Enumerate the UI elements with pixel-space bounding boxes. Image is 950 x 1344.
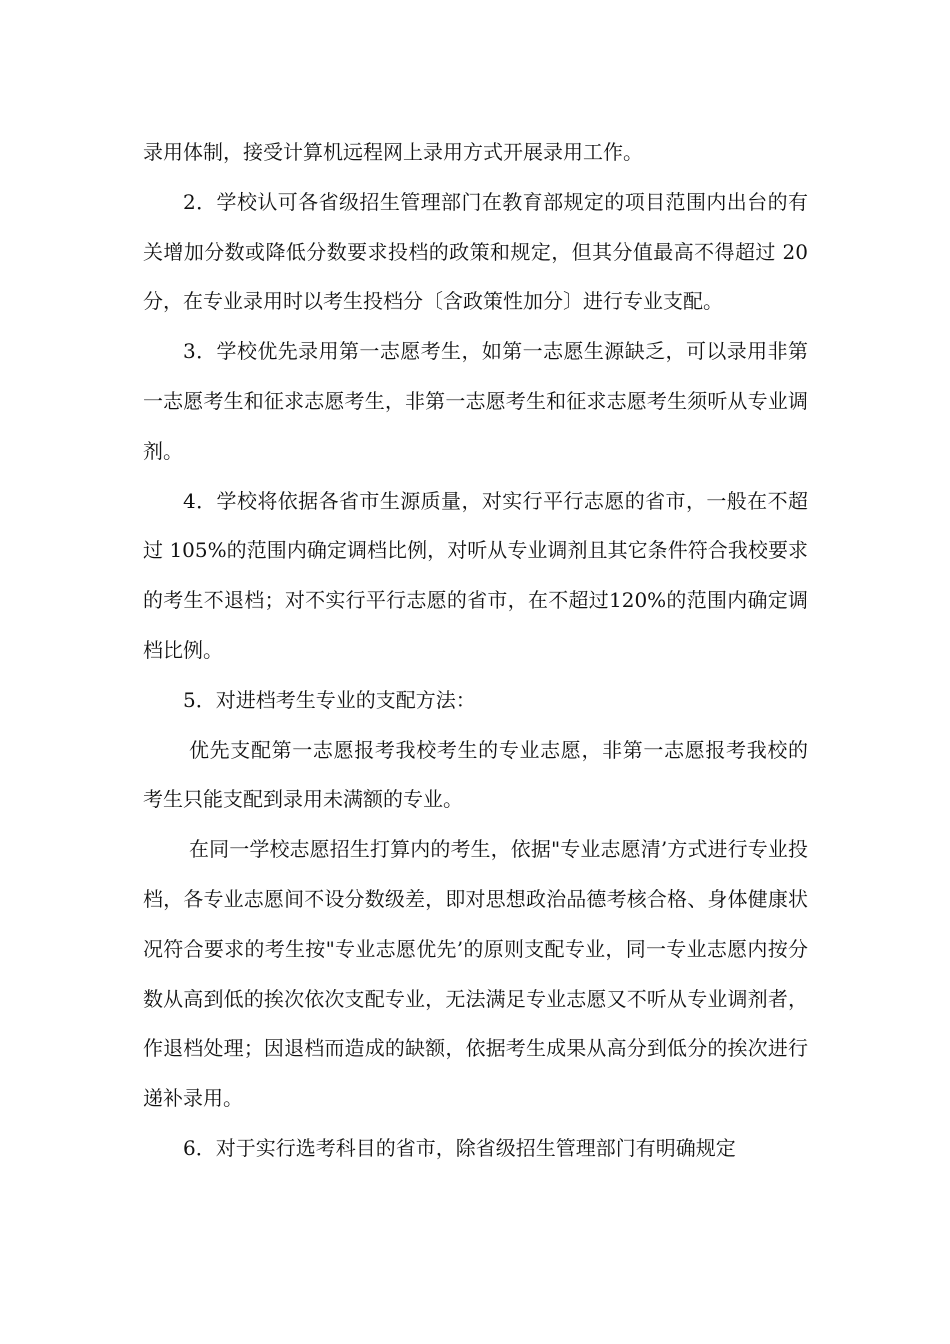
paragraph-item-6: 6．对于实行选考科目的省市，除省级招生管理部门有明确规定 <box>183 1135 736 1160</box>
paragraph-first-choice: 优先支配第一志愿报考我校考生的专业志愿，非第一志愿报考我校的考生只能支配到录用未满额的专业。 <box>143 737 808 812</box>
paragraph-item-4: 4．学校将依据各省市生源质量，对实行平行志愿的省市，一般在不超过 105%的范围内确定调档比例，对听从专业调剂且其它条件符合我校要求的考生不退档；对不实行平行志愿的省市，在不超过120%的范围内确定调档比例。 <box>143 488 808 662</box>
document-body <box>143 128 808 1174</box>
paragraph-item-3: 3．学校优先录用第一志愿考生，如第一志愿生源缺乏，可以录用非第一志愿考生和征求志愿考生，非第一志愿考生和征求志愿考生须听从专业调剂。 <box>143 339 808 463</box>
paragraph-allocation-rule: 在同一学校志愿招生打算内的考生，依据"专业志愿清’方式进行专业投档，各专业志愿间不设分数级差，即对思想政治品德考核合格、身体健康状况符合要求的考生按"专业志愿优先’的原则支配专业，同一专业志愿内按分数从高到低的挨次依次支配专业，无法满足专业志愿又不听从专业调剂者，作退档处理；因退档而造成的缺额，依据考生成果从高分到低分的挨次进行递补录用。 <box>143 837 808 1111</box>
paragraph-continuation: 录用体制，接受计算机远程网上录用方式开展录用工作。 <box>143 140 643 164</box>
paragraph-item-2: 2．学校认可各省级招生管理部门在教育部规定的项目范围内出台的有关增加分数或降低分数要求投档的政策和规定，但其分值最高不得超过 20 分，在专业录用时以考生投档分〔含政策性加分〕进行专业支配。 <box>143 189 808 314</box>
paragraph-item-5: 5．对进档考生专业的支配方法： <box>183 687 476 712</box>
